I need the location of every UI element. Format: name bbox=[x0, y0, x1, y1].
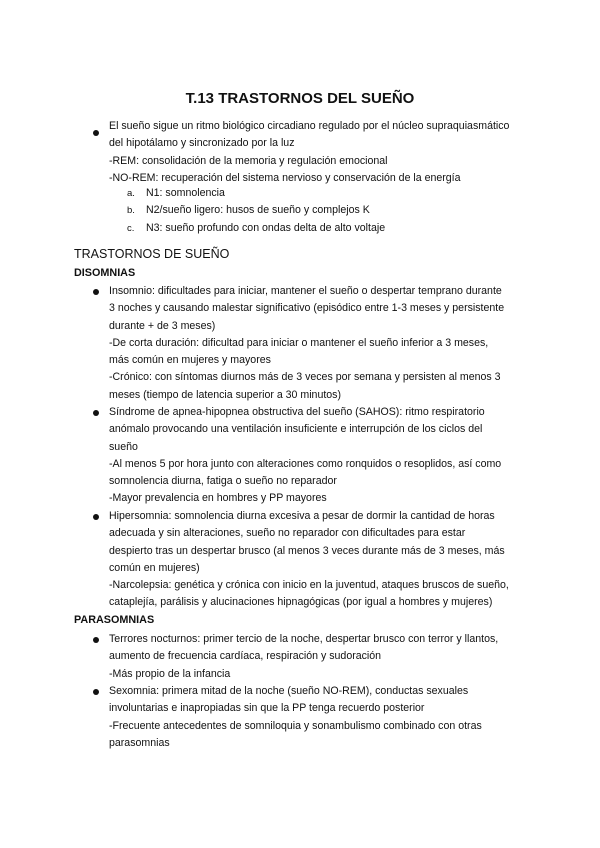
text-line: 3 noches y causando malestar significativo (episódico entre 1-3 meses y persistente bbox=[109, 302, 505, 315]
text-line: durante + de 3 meses) bbox=[109, 319, 216, 332]
list-letter: c. bbox=[127, 222, 135, 234]
list-letter: b. bbox=[127, 205, 135, 217]
text-line: Terrores nocturnos: primer tercio de la noche, despertar brusco con terror y llantos, bbox=[109, 633, 499, 645]
text-line: -De corta duración: dificultad para iniciar o mantener el sueño inferior a 3 meses, bbox=[109, 336, 489, 349]
sahos-bullet bbox=[109, 404, 539, 508]
text-line: adecuada y sin alteraciones, sueño no reparador con dificultades para estar bbox=[109, 527, 466, 540]
bullet-icon bbox=[93, 689, 99, 695]
text-line: somnolencia diurna, fatiga o sueño no reparador bbox=[109, 475, 337, 488]
rem-line: -REM: consolidación de la memoria y regulación emocional bbox=[109, 154, 388, 167]
list-text: N3: sueño profundo con ondas delta de alto voltaje bbox=[146, 221, 386, 234]
bullet-icon bbox=[93, 289, 99, 295]
bullet-icon bbox=[93, 514, 99, 520]
text-line: despierto tras un despertar brusco (al menos 3 veces durante más de 3 meses, más bbox=[109, 544, 505, 557]
list-text: N1: somnolencia bbox=[146, 187, 225, 199]
sexomnia-bullet bbox=[109, 683, 539, 752]
text-line: -Narcolepsia: genética y crónica con inicio en la juventud, ataques bruscos de sueño, bbox=[109, 579, 509, 592]
bullet-icon bbox=[93, 130, 99, 136]
text-line: más común en mujeres y mayores bbox=[109, 354, 271, 367]
list-text: N2/sueño ligero: husos de sueño y complejos K bbox=[146, 204, 370, 217]
text-line: Síndrome de apnea-hipopnea obstructiva del sueño (SAHOS): ritmo respiratorio bbox=[109, 406, 485, 418]
text-line: El sueño sigue un ritmo biológico circadiano regulado por el núcleo supraquiasmático bbox=[109, 120, 510, 132]
nrem-line: -NO-REM: recuperación del sistema nervioso y conservación de la energía bbox=[109, 171, 461, 184]
text-line: aumento de frecuencia cardíaca, respiración y sudoración bbox=[109, 650, 382, 663]
bullet-icon bbox=[93, 410, 99, 416]
text-line: -Más propio de la infancia bbox=[109, 667, 231, 680]
text-line: parasomnias bbox=[109, 736, 170, 749]
terrores-bullet bbox=[109, 631, 539, 683]
section-heading: TRASTORNOS DE SUEÑO bbox=[74, 247, 230, 261]
bullet-icon bbox=[93, 637, 99, 643]
text-line: meses (tiempo de latencia superior a 30 minutos) bbox=[109, 388, 341, 401]
text-line: cataplejía, parálisis y alucinaciones hipnagógicas (por igual a hombres y mujeres) bbox=[109, 596, 493, 609]
text-line: sueño bbox=[109, 440, 138, 453]
hipersomnia-bullet bbox=[109, 508, 539, 612]
intro-bullet bbox=[109, 118, 539, 187]
page-title: T.13 TRASTORNOS DEL SUEÑO bbox=[185, 90, 415, 107]
parasomnias-heading: PARASOMNIAS bbox=[74, 614, 155, 626]
text-line: común en mujeres) bbox=[109, 561, 200, 574]
text-line: involuntarias e inapropiadas sin que la PP tenga recuerdo posterior bbox=[109, 702, 425, 715]
disomnias-heading: DISOMNIAS bbox=[74, 267, 136, 279]
list-letter: a. bbox=[127, 188, 135, 199]
text-line: Insomnio: dificultades para iniciar, mantener el sueño o despertar temprano durante bbox=[109, 285, 502, 297]
text-line: del hipotálamo y sincronizado por la luz bbox=[109, 137, 295, 150]
text-line: Sexomnia: primera mitad de la noche (sueño NO-REM), conductas sexuales bbox=[109, 685, 469, 697]
text-line: -Al menos 5 por hora junto con alteraciones como ronquidos o resoplidos, así como bbox=[109, 457, 502, 470]
text-line: -Mayor prevalencia en hombres y PP mayores bbox=[109, 492, 327, 505]
text-line: anómalo provocando una ventilación insuficiente e interrupción de los ciclos del bbox=[109, 423, 483, 436]
text-line: Hipersomnia: somnolencia diurna excesiva a pesar de dormir la cantidad de horas bbox=[109, 510, 495, 522]
text-line: -Frecuente antecedentes de somniloquia y sonambulismo combinado con otras bbox=[109, 719, 482, 732]
insomnio-bullet bbox=[109, 283, 539, 404]
text-line: -Crónico: con síntomas diurnos más de 3 veces por semana y persisten al menos 3 bbox=[109, 371, 501, 384]
